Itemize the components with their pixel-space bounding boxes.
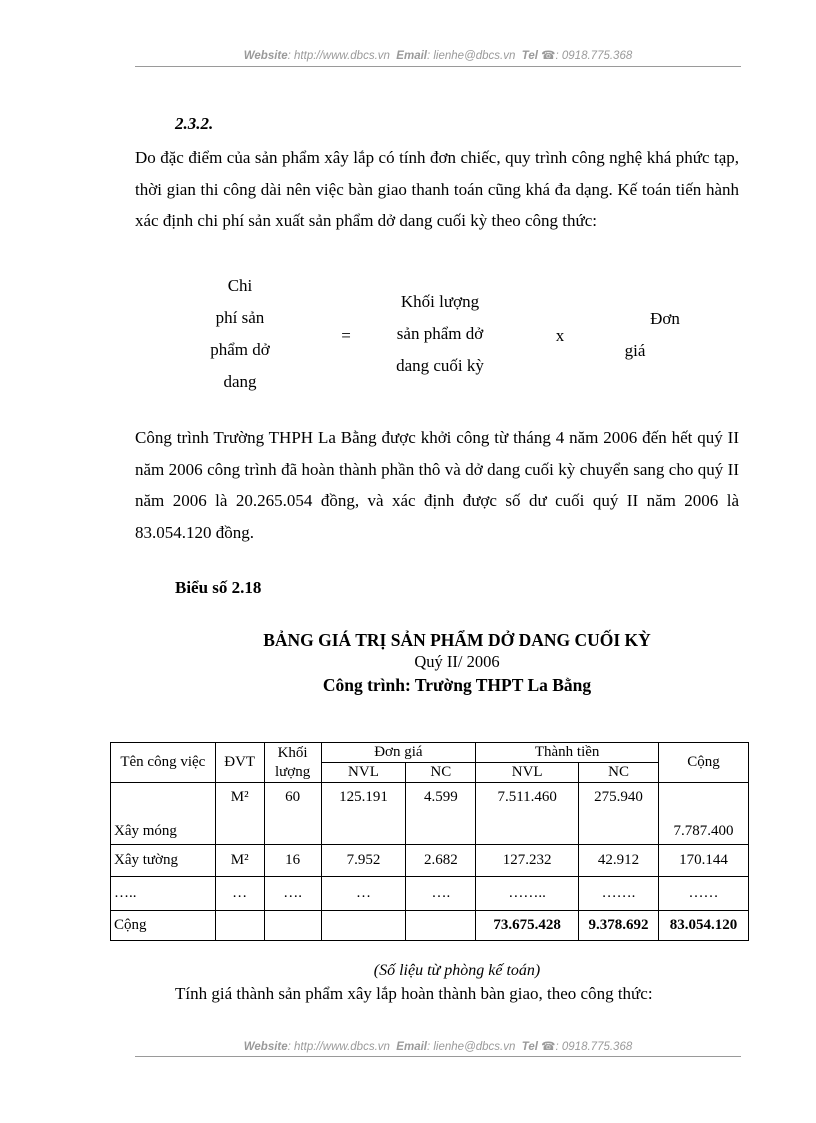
tel-label: Tel <box>521 1041 538 1053</box>
table-project: Công trình: Trường THPT La Bằng <box>322 675 592 695</box>
cell-dg-nvl: … <box>321 877 406 911</box>
header-cell: ĐVT <box>215 743 264 783</box>
header-cell: Khối lượng <box>264 743 321 783</box>
cell-cong: 7.787.400 <box>659 783 749 845</box>
email-label: Email <box>396 1041 427 1053</box>
cell-name: ….. <box>111 877 216 911</box>
cell-dvt: … <box>215 877 264 911</box>
cell-empty <box>406 911 476 941</box>
table-row <box>111 783 749 845</box>
tel-value: : 0918.775.368 <box>555 1041 633 1053</box>
paragraph-2-text: Công trình Trường THPH La Bằng được khởi công từ tháng 4 năm 2006 đến hết quý II năm 2006 công trình đã hoàn thành phần thô và dở dang cuối kỳ chuyển sang cho quý II năm 2006 là 20.265.054 đồng, và xác định được số dư cuối quý II năm 2006 là 83.054.120 đồng. <box>135 428 739 542</box>
wip-table <box>110 742 749 941</box>
cell-dg-nvl: 125.191 <box>321 783 406 845</box>
paragraph-1-text: Do đặc điểm của sản phẩm xây lắp có tính đơn chiếc, quy trình công nghệ khá phức tạp, thời gian thi công dài nên việc bàn giao thanh toán cũng khá đa dạng. Kế toán tiến hành xác định chi phí sản xuất sản phẩm dở dang cuối kỳ theo công thức: <box>135 148 739 230</box>
formula-mid-line: sản phẩm dở <box>396 324 484 343</box>
formula-mid <box>375 286 505 382</box>
formula-lhs <box>195 270 285 398</box>
website-label: Website <box>243 50 288 62</box>
cell-tt-nc: 9.378.692 <box>579 911 659 941</box>
cell-cong: 83.054.120 <box>659 911 749 941</box>
table-total-row <box>111 911 749 941</box>
header-cell: Cộng <box>659 743 749 783</box>
table-row <box>111 877 749 911</box>
cell-name: Cộng <box>111 911 216 941</box>
formula-rhs-line: Đơn <box>650 309 680 328</box>
table-row <box>111 845 749 877</box>
cell-tt-nvl: 7.511.460 <box>476 783 579 845</box>
tel-value: : 0918.775.368 <box>555 50 633 62</box>
cell-tt-nc: ……. <box>579 877 659 911</box>
cell-empty <box>321 911 406 941</box>
bieu-so-label: Biểu số 2.18 <box>175 578 262 597</box>
closing-line: Tính giá thành sản phẩm xây lắp hoàn thành bàn giao, theo công thức: <box>175 984 653 1003</box>
cell-tt-nvl: 127.232 <box>476 845 579 877</box>
cell-cong: 170.144 <box>659 845 749 877</box>
website-value: : http://www.dbcs.vn <box>287 50 390 62</box>
email-value: : lienhe@dbcs.vn <box>426 50 516 62</box>
formula-lhs-line: Chi <box>227 276 253 295</box>
formula-lhs-line: phẩm dở <box>210 340 270 359</box>
website-label: Website <box>243 1041 288 1053</box>
cell-dg-nc: 4.599 <box>406 783 476 845</box>
header-cell: NVL <box>476 763 579 783</box>
header-cell: NC <box>579 763 659 783</box>
formula-mid-line: Khối lượng <box>400 292 480 311</box>
email-label: Email <box>396 50 427 62</box>
header-cell: Thành tiền <box>476 743 659 763</box>
cell-name: Xây móng <box>111 783 216 845</box>
phone-icon: ☎ <box>541 1041 556 1053</box>
cell-dg-nvl: 7.952 <box>321 845 406 877</box>
cell-name: Xây tường <box>111 845 216 877</box>
formula-lhs-line: dang <box>223 372 257 391</box>
cell-kl: 60 <box>264 783 321 845</box>
table-header-row <box>111 743 749 763</box>
email-value: : lienhe@dbcs.vn <box>426 1041 516 1053</box>
cell-tt-nc: 275.940 <box>579 783 659 845</box>
cell-dg-nc: 2.682 <box>406 845 476 877</box>
website-value: : http://www.dbcs.vn <box>287 1041 390 1053</box>
cell-empty <box>215 911 264 941</box>
cell-empty <box>264 911 321 941</box>
header-cell: Tên công việc <box>111 743 216 783</box>
cell-cong: …… <box>659 877 749 911</box>
cell-tt-nvl: 73.675.428 <box>476 911 579 941</box>
formula-rhs-line: giá <box>624 341 646 360</box>
footer-rule <box>135 1056 741 1057</box>
header-cell: NC <box>406 763 476 783</box>
formula-lhs-line: phí sản <box>215 308 265 327</box>
page-footer <box>135 1039 741 1053</box>
tel-label: Tel <box>521 50 538 62</box>
formula-equals: = <box>341 326 351 345</box>
table-title: BẢNG GIÁ TRỊ SẢN PHẨM DỞ DANG CUỐI KỲ <box>263 630 651 650</box>
source-note: (Số liệu từ phòng kế toán) <box>373 962 541 979</box>
formula-mid-line: dang cuối kỳ <box>396 356 484 375</box>
table-subtitle: Quý II/ 2006 <box>414 652 500 671</box>
cell-dvt: M² <box>215 783 264 845</box>
cell-tt-nc: 42.912 <box>579 845 659 877</box>
header-cell: Đơn giá <box>321 743 476 763</box>
phone-icon: ☎ <box>541 50 556 62</box>
header-cell: NVL <box>321 763 406 783</box>
page-header <box>135 48 741 62</box>
cell-tt-nvl: …….. <box>476 877 579 911</box>
section-number: 2.3.2. <box>175 114 214 133</box>
formula-times: x <box>555 326 565 345</box>
paragraph-1 <box>135 142 739 237</box>
cell-dg-nc: …. <box>406 877 476 911</box>
paragraph-2 <box>135 422 739 548</box>
formula-rhs <box>600 303 700 367</box>
header-rule <box>135 66 741 67</box>
cell-kl: …. <box>264 877 321 911</box>
cell-dvt: M² <box>215 845 264 877</box>
cell-kl: 16 <box>264 845 321 877</box>
